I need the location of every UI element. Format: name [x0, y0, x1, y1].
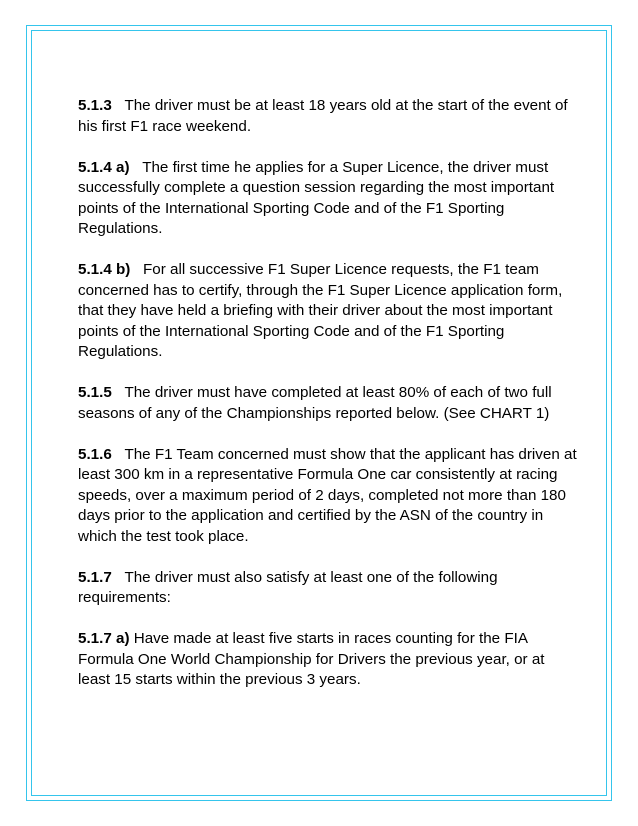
paragraph-number: 5.1.3 [78, 97, 112, 114]
paragraph-text: Have made at least five starts in races counting for the FIA Formula One World Championship for Drivers the previous year, or at least 15 starts within the previous 3 years. [78, 630, 545, 688]
paragraph-5-1-5 [78, 383, 578, 424]
paragraph-number: 5.1.7 a) [78, 630, 130, 647]
paragraph-text: For all successive F1 Super Licence requests, the F1 team concerned has to certify, through the F1 Super Licence application form, that they have held a briefing with their driver about the most important points of the International Sporting Code and of the F1 Sporting Regulations. [78, 261, 563, 360]
paragraph-5-1-3 [78, 96, 578, 137]
paragraph-number: 5.1.5 [78, 384, 112, 401]
paragraph-text: The driver must also satisfy at least one of the following requirements: [78, 568, 498, 606]
paragraph-text: The driver must have completed at least 80% of each of two full seasons of any of the Championships reported below. (See CHART 1) [78, 384, 552, 422]
document-body [78, 96, 578, 711]
paragraph-number: 5.1.6 [78, 445, 112, 463]
paragraph-number: 5.1.7 [78, 568, 112, 586]
paragraph-5-1-7-a [78, 629, 578, 691]
paragraph-5-1-6 [78, 445, 578, 548]
paragraph-number: 5.1.4 b) [78, 261, 131, 278]
paragraph-5-1-4-a [78, 158, 578, 240]
paragraph-5-1-7 [78, 568, 578, 609]
paragraph-number: 5.1.4 a) [78, 158, 130, 176]
paragraph-text: The driver must be at least 18 years old at the start of the event of his first F1 race weekend. [78, 97, 568, 135]
paragraph-text: The F1 Team concerned must show that the applicant has driven at least 300 km in a representative Formula One car consistently at racing speeds, over a maximum period of 2 days, completed not more than 180 days prior to the application and certified by the ASN of the country in which the test took place. [78, 445, 577, 545]
paragraph-5-1-4-b [78, 260, 578, 363]
paragraph-text: The first time he applies for a Super Licence, the driver must successfully complete a question session regarding the most important points of the International Sporting Code and of the F1 Sporting Regulations. [78, 158, 555, 237]
